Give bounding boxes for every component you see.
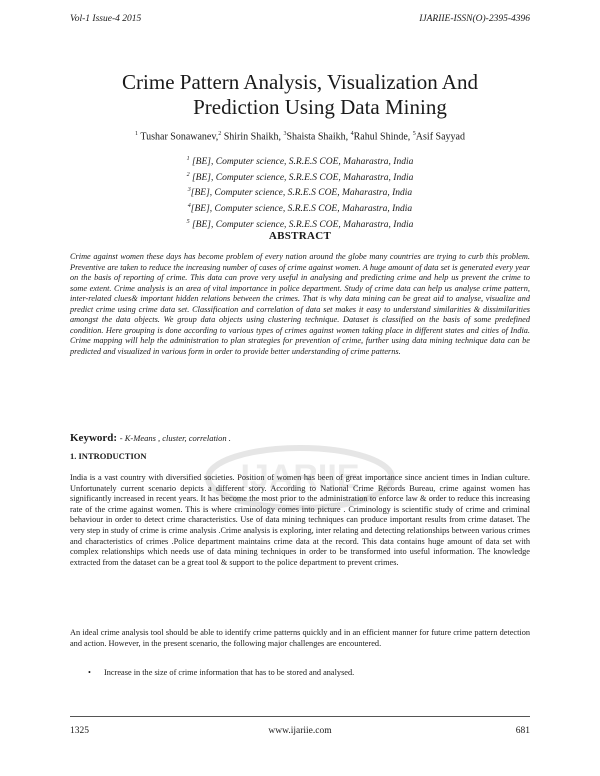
watermark-text: IJARIIE xyxy=(240,458,360,496)
author-sup: 2 xyxy=(218,131,222,137)
title-line-2: Prediction Using Data Mining xyxy=(193,95,447,119)
introduction-paragraph-1: India is a vast country with diversified societies. Position of women has been of great importance since ancient times in Indian culture. Unfortunately current scenario depicts a different story. According to National Crime Records Bureau, crime against women has significantly increased in recent years. It has become the most prior to the administration to enforce law & order to reduce this increasing rate of the crime against women. This is where criminology comes into picture . Criminology is scientific study of crime and criminal behaviour in order to detect crime characteristics. Use of data mining techniques can produce important results from crime dataset. The very step in study of crime is crime analysis .Crime analysis is exploring, inter relating and detecting relationships between various crimes and characteristics of crimes .Police department maintains crime data at the record. This data contains huge amount of data set with complex relationships which needs use of data mining techniques in order to be transformed into useful information. The knowledge extracted from the dataset can be a great tool & support to the police department to prevent crimes. xyxy=(70,473,530,567)
page-number: 681 xyxy=(515,726,530,736)
author-name: Asif Sayyad xyxy=(415,131,465,143)
affiliation-list xyxy=(70,153,530,231)
abstract-heading: ABSTRACT xyxy=(268,230,332,242)
affiliation xyxy=(70,184,530,200)
affiliation xyxy=(70,200,530,216)
affiliation-text: [BE], Computer science, S.R.E.S COE, Maharastra, India xyxy=(190,204,413,215)
affiliation-text: [BE], Computer science, S.R.E.S COE, Maharastra, India xyxy=(190,188,413,199)
keywords xyxy=(70,432,231,444)
bullet-marker: • xyxy=(88,668,91,677)
author-sup: 5 xyxy=(412,131,416,137)
affiliation-sup: 3 xyxy=(187,187,191,194)
paper-title xyxy=(70,70,530,120)
affiliation-text: [BE], Computer science, S.R.E.S COE, Maharastra, India xyxy=(189,219,414,230)
author-name: Shirin Shaikh, xyxy=(221,131,284,143)
journal-volume: Vol-1 Issue-4 2015 xyxy=(70,14,142,24)
author-sup: 3 xyxy=(283,131,287,137)
affiliation-sup: 2 xyxy=(186,171,190,178)
journal-issn: IJARIIE-ISSN(O)-2395-4396 xyxy=(419,14,530,24)
affiliation-text: [BE], Computer science, S.R.E.S COE, Maharastra, India xyxy=(189,157,414,168)
affiliation-sup: 5 xyxy=(186,218,190,225)
journal-website: www.ijariie.com xyxy=(268,726,332,736)
author-sup: 4 xyxy=(350,131,354,137)
bullet-text: Increase in the size of crime information that has to be stored and analysed. xyxy=(104,668,355,677)
paper-id: 1325 xyxy=(70,726,89,736)
bullet-item xyxy=(88,668,528,677)
introduction-paragraph-2: An ideal crime analysis tool should be able to identify crime patterns quickly and in an efficient manner for future crime pattern detection and action. However, in the present scenario, the following major challenges are encountered. xyxy=(70,628,530,648)
affiliation-text: [BE], Computer science, S.R.E.S COE, Maharastra, India xyxy=(189,172,414,183)
title-line-1: Crime Pattern Analysis, Visualization And xyxy=(122,70,478,94)
author-list xyxy=(70,131,530,142)
author-name: Rahul Shinde, xyxy=(353,131,413,143)
affiliation-sup: 4 xyxy=(187,202,191,209)
affiliation xyxy=(70,153,530,169)
section-title: 1. INTRODUCTION xyxy=(70,451,147,461)
author-sup: 1 xyxy=(135,131,139,137)
keyword-text: - K-Means , cluster, correlation . xyxy=(119,433,231,443)
keyword-label: Keyword: xyxy=(70,432,120,444)
affiliation xyxy=(70,169,530,185)
abstract-body: Crime against women these days has become problem of every nation around the globe many countries are trying to curb this problem. Preventive are taken to reduce the increasing number of cases of crime against women. A huge amount of data set is generated every year on the basis of reporting of crime. This data can prove very useful in analysing and predicting crime and help us prevent the crime to some extent. Crime analysis is an area of vital importance in police department. Study of crime data can help us analyse crime pattern, inter-related clues& important hidden relations between the crimes. That is why data mining can be great aid to analyse, visualize and predict crime using crime data set. Classification and correlation of data set makes it easy to understand similarities & dissimilarities amongst the data objects. We group data objects using clustering technique. Dataset is classified on the basis of some predefined condition. Here grouping is done according to various types of crimes against women taking place in different states and cities of India. Crime mapping will help the administration to plan strategies for prevention of crime, further using data mining technique data can be predicted and visualized in various form in order to provide better understanding of crime patterns. xyxy=(70,252,530,356)
affiliation xyxy=(70,216,530,232)
author-name: Shaista Shaikh, xyxy=(286,131,351,143)
footer-rule xyxy=(70,716,530,717)
author-name: Tushar Sonawanev, xyxy=(138,131,219,143)
affiliation-sup: 1 xyxy=(186,156,190,162)
